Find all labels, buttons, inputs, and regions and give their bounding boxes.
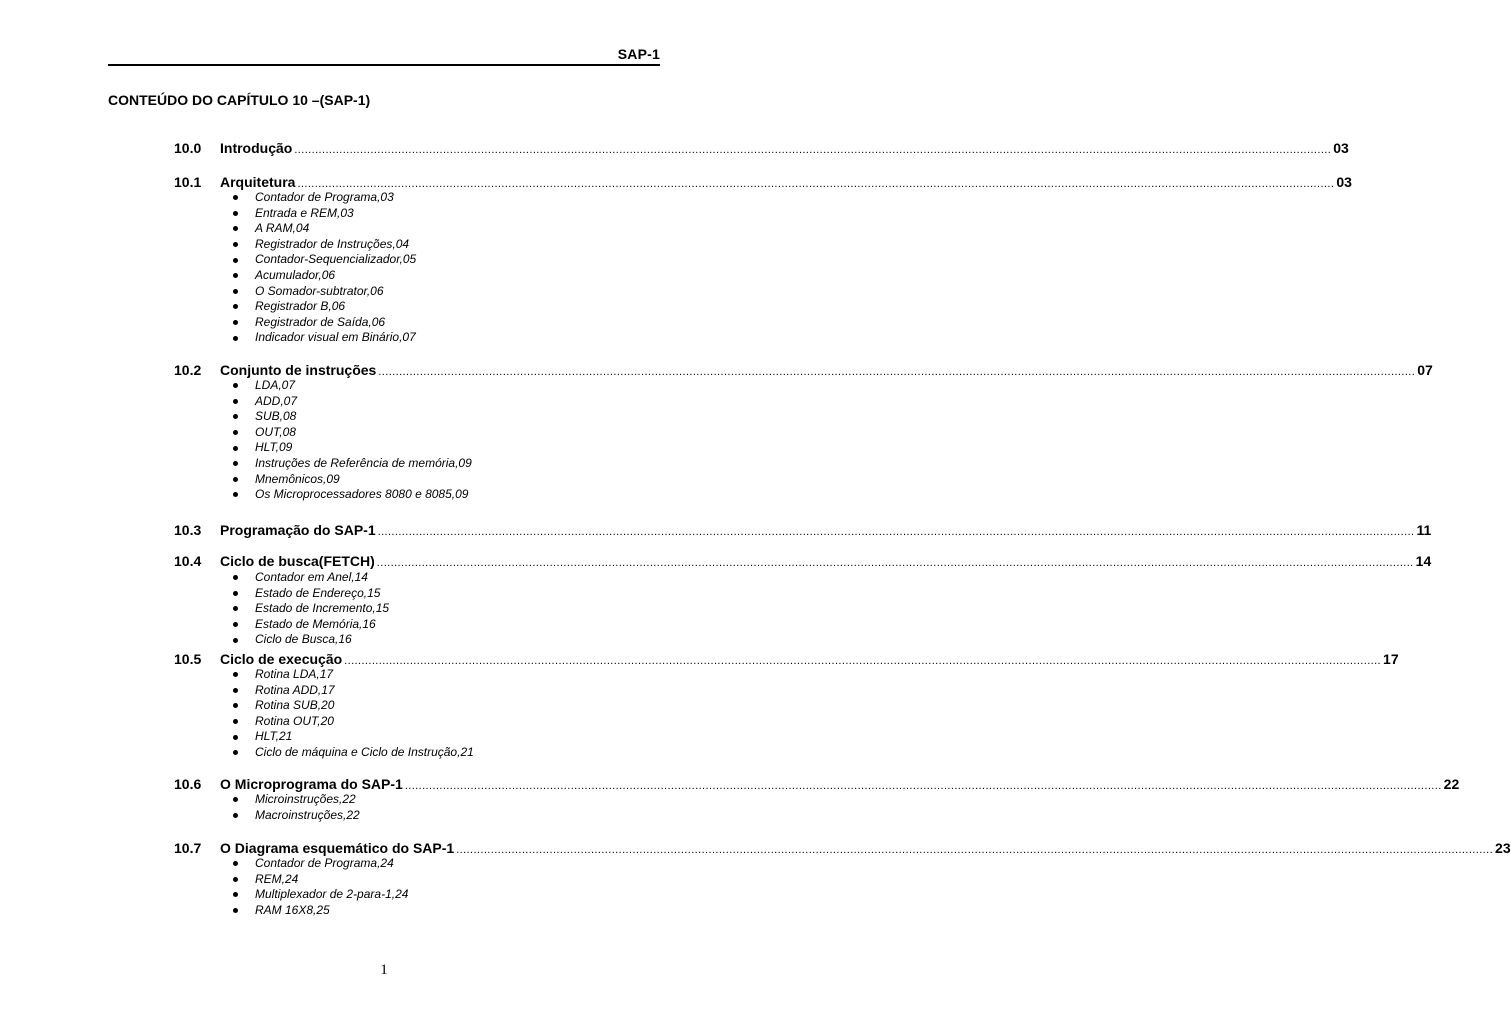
bullet-icon [233, 226, 238, 231]
subsection-item [232, 425, 472, 441]
section-number: 10.0 [174, 140, 202, 156]
bullet-icon [233, 591, 238, 596]
toc-section-row [174, 522, 1432, 540]
subsection-label: HLT,09 [255, 440, 293, 455]
section-number: 10.2 [174, 362, 202, 378]
subsection-label: Multiplexador de 2-para-1,24 [255, 887, 409, 902]
subsection-label: Rotina ADD,17 [255, 682, 335, 697]
dot-leader: ............................................................................................................................................................................................................................................................................................................ [294, 144, 1332, 156]
bullet-icon [233, 813, 238, 818]
subsection-label: Estado de Endereço,15 [255, 585, 381, 600]
subsection-label: Rotina OUT,20 [255, 713, 334, 728]
subsection-item [232, 586, 389, 602]
bullet-icon [233, 797, 238, 802]
bullet-icon [233, 273, 238, 278]
bullet-icon [233, 492, 238, 497]
bullet-icon [233, 446, 238, 451]
section-page-number: 17 [1383, 651, 1399, 667]
subsection-item [232, 698, 474, 714]
subsection-list [232, 570, 389, 648]
dot-leader: ............................................................................................................................................................................................................................................................................................................ [376, 557, 1414, 569]
page-number: 1 [380, 962, 388, 978]
bullet-icon [233, 320, 238, 325]
section-title: Ciclo de busca(FETCH) [220, 553, 375, 569]
subsection-item [232, 190, 416, 206]
bullet-icon [233, 750, 238, 755]
dot-leader: ............................................................................................................................................................................................................................................................................................................ [378, 366, 1416, 378]
section-title: Introdução [220, 140, 293, 156]
subsection-label: Estado de Memória,16 [255, 616, 376, 631]
subsection-item [232, 729, 474, 745]
subsection-list [232, 667, 474, 761]
subsection-item [232, 570, 389, 586]
subsection-label: Instruções de Referência de memória,09 [255, 455, 472, 470]
bullet-icon [233, 242, 238, 247]
bullet-icon [233, 622, 238, 627]
subsection-list [232, 856, 408, 918]
subsection-label: A RAM,04 [255, 221, 310, 236]
subsection-label: REM,24 [255, 871, 299, 886]
section-page-number: 23 [1495, 840, 1511, 856]
subsection-item [232, 872, 408, 888]
bullet-icon [233, 461, 238, 466]
section-page-number: 22 [1443, 776, 1460, 792]
toc-section-row [174, 140, 1349, 158]
bullet-icon [233, 861, 238, 866]
subsection-item [232, 394, 472, 410]
bullet-icon [233, 672, 238, 677]
subsection-label: Ciclo de máquina e Ciclo de Instrução,21 [255, 744, 474, 759]
subsection-item [232, 440, 472, 456]
subsection-item [232, 378, 472, 394]
section-title: Programação do SAP-1 [220, 522, 376, 538]
subsection-label: Estado de Incremento,15 [255, 601, 390, 616]
subsection-item [232, 409, 472, 425]
subsection-label: Contador-Sequencializador,05 [255, 252, 417, 267]
subsection-label: SUB,08 [255, 409, 297, 424]
bullet-icon [233, 892, 238, 897]
section-number: 10.1 [174, 174, 202, 190]
section-page-number: 11 [1416, 522, 1432, 538]
bullet-icon [233, 688, 238, 693]
bullet-icon [233, 336, 238, 341]
subsection-item [232, 683, 474, 699]
section-title: Ciclo de execução [220, 651, 343, 667]
bullet-icon [233, 575, 238, 580]
subsection-item [232, 456, 472, 472]
subsection-label: Indicador visual em Binário,07 [255, 330, 416, 345]
subsection-label: Contador de Programa,03 [255, 190, 394, 204]
bullet-icon [233, 430, 238, 435]
bullet-icon [233, 258, 238, 263]
dot-leader: ............................................................................................................................................................................................................................................................................................................ [377, 526, 1415, 538]
bullet-icon [233, 289, 238, 294]
subsection-item [232, 887, 408, 903]
section-title: Arquitetura [220, 174, 296, 190]
section-number: 10.4 [174, 553, 202, 569]
bullet-icon [233, 195, 238, 200]
bullet-icon [233, 719, 238, 724]
subsection-label: Mnemônicos,09 [255, 471, 340, 486]
subsection-item [232, 237, 416, 253]
subsection-list [232, 190, 416, 346]
bullet-icon [233, 703, 238, 708]
section-page-number: 03 [1336, 174, 1352, 190]
bullet-icon [233, 414, 238, 419]
running-header: SAP-1 [617, 46, 660, 62]
subsection-item [232, 206, 416, 222]
subsection-list [232, 378, 472, 503]
subsection-label: Acumulador,06 [255, 267, 336, 282]
section-page-number: 07 [1417, 362, 1433, 378]
header-rule [108, 64, 660, 66]
subsection-item [232, 330, 416, 346]
subsection-label: OUT,08 [255, 424, 296, 439]
subsection-item [232, 856, 408, 872]
subsection-label: LDA,07 [255, 378, 296, 392]
subsection-label: Ciclo de Busca,16 [255, 632, 352, 647]
section-title: Conjunto de instruções [220, 362, 377, 378]
subsection-label: O Somador-subtrator,06 [255, 283, 384, 298]
section-title: O Diagrama esquemático do SAP-1 [220, 840, 455, 856]
subsection-item [232, 808, 360, 824]
section-page-number: 03 [1333, 140, 1349, 156]
section-number: 10.6 [174, 776, 202, 792]
subsection-label: Registrador de Instruções,04 [255, 236, 410, 251]
subsection-label: Rotina SUB,20 [255, 698, 335, 713]
subsection-item [232, 745, 474, 761]
subsection-item [232, 601, 389, 617]
subsection-item [232, 714, 474, 730]
bullet-icon [233, 399, 238, 404]
subsection-item [232, 472, 472, 488]
bullet-icon [233, 735, 238, 740]
subsection-item [232, 792, 360, 808]
bullet-icon [233, 477, 238, 482]
bullet-icon [233, 211, 238, 216]
subsection-item [232, 221, 416, 237]
subsection-label: Entrada e REM,03 [255, 205, 354, 220]
subsection-label: Microinstruções,22 [255, 792, 356, 806]
subsection-label: HLT,21 [255, 729, 293, 744]
subsection-label: ADD,07 [255, 393, 298, 408]
subsection-item [232, 903, 408, 919]
subsection-label: Rotina LDA,17 [255, 667, 334, 681]
section-page-number: 14 [1415, 553, 1432, 569]
subsection-label: Os Microprocessadores 8080 e 8085,09 [255, 487, 469, 502]
dot-leader: ............................................................................................................................................................................................................................................................................................................ [456, 844, 1494, 856]
dot-leader: ............................................................................................................................................................................................................................................................................................................ [404, 780, 1442, 792]
bullet-icon [233, 638, 238, 643]
subsection-item [232, 617, 389, 633]
subsection-label: RAM 16X8,25 [255, 902, 330, 917]
subsection-item [232, 268, 416, 284]
section-number: 10.7 [174, 840, 202, 856]
subsection-item [232, 487, 472, 503]
subsection-label: Contador em Anel,14 [255, 570, 368, 584]
dot-leader: ............................................................................................................................................................................................................................................................................................................ [344, 655, 1382, 667]
subsection-label: Contador de Programa,24 [255, 856, 394, 870]
section-number: 10.3 [174, 522, 202, 538]
subsection-label: Registrador de Saída,06 [255, 314, 386, 329]
bullet-icon [233, 877, 238, 882]
bullet-icon [233, 606, 238, 611]
subsection-item [232, 632, 389, 648]
toc-section-row [174, 553, 1432, 571]
bullet-icon [233, 383, 238, 388]
section-number: 10.5 [174, 651, 202, 667]
chapter-title: CONTEÚDO DO CAPÍTULO 10 –(SAP-1) [108, 92, 371, 108]
dot-leader: ............................................................................................................................................................................................................................................................................................................ [297, 178, 1335, 190]
subsection-item [232, 299, 416, 315]
subsection-item [232, 252, 416, 268]
bullet-icon [233, 908, 238, 913]
subsection-item [232, 315, 416, 331]
subsection-label: Macroinstruções,22 [255, 807, 360, 822]
subsection-list [232, 792, 360, 823]
subsection-item [232, 667, 474, 683]
section-title: O Microprograma do SAP-1 [220, 776, 403, 792]
subsection-item [232, 284, 416, 300]
bullet-icon [233, 304, 238, 309]
subsection-label: Registrador B,06 [255, 299, 346, 314]
